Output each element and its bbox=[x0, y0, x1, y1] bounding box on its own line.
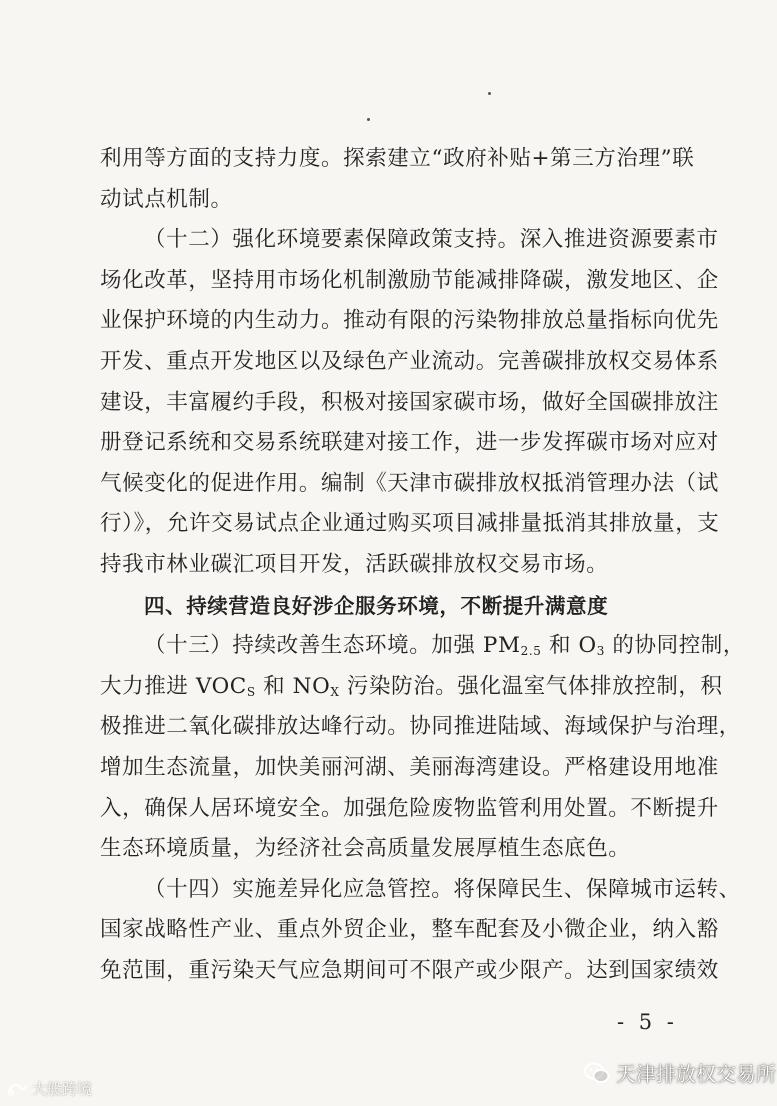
text-line: 场化改革，坚持用市场化机制激励节能减排降碳，激发地区、企 bbox=[100, 267, 719, 293]
text-line bbox=[100, 626, 746, 667]
section-heading: 四、持续营造良好涉企服务环境，不断提升满意度 bbox=[144, 593, 609, 618]
text-run: （十三）持续改善生态环境。加强 PM bbox=[144, 633, 521, 659]
wechat-watermark bbox=[584, 1058, 776, 1087]
wechat-icon bbox=[584, 1062, 610, 1084]
text-line: 生态环境质量，为经济社会高质量发展厚植生态底色。 bbox=[100, 836, 631, 862]
text-run: 和 O bbox=[541, 633, 597, 659]
subscript: X bbox=[330, 684, 340, 699]
subscript: 3 bbox=[596, 644, 605, 659]
text-run: 和 NO bbox=[255, 673, 331, 699]
subscript: S bbox=[246, 684, 256, 699]
watermark-text: 天津排放权交易所 bbox=[616, 1062, 776, 1086]
watermark-text: 大般跨境 bbox=[32, 1080, 93, 1098]
text-line: 国家战略性产业、重点外贸企业，整车配套及小微企业，纳入豁 bbox=[100, 917, 719, 943]
text-line: 开发、重点开发地区以及绿色产业流动。完善碳排放权交易体系 bbox=[100, 348, 719, 374]
text-line: 持我市林业碳汇项目开发，活跃碳排放权交易市场。 bbox=[100, 551, 609, 577]
text-line: 册登记系统和交易系统联建对接工作，进一步发挥碳市场对应对 bbox=[100, 430, 719, 456]
text-line bbox=[100, 667, 723, 708]
text-line: 增加生态流量，加快美丽河湖、美丽海湾建设。严格建设用地准 bbox=[100, 754, 719, 780]
text-line: （十二）强化环境要素保障政策支持。深入推进资源要素市 bbox=[144, 227, 719, 253]
page-number: - 5 - bbox=[617, 1010, 678, 1034]
text-run: 的协同控制， bbox=[604, 633, 746, 659]
text-line: 动试点机制。 bbox=[100, 186, 233, 212]
text-line: （十四）实施差异化应急管控。将保障民生、保障城市运转、 bbox=[144, 876, 741, 902]
text-line: 利用等方面的支持力度。探索建立“政府补贴+第三方治理”联 bbox=[100, 146, 695, 171]
text-run: 污染防治。强化温室气体排放控制，积 bbox=[339, 673, 723, 699]
scan-speck bbox=[488, 92, 491, 95]
scan-speck bbox=[367, 118, 370, 121]
text-line: 业保护环境的内生动力。推动有限的污染物排放总量指标向优先 bbox=[100, 308, 719, 334]
subscript: 2.5 bbox=[520, 644, 542, 659]
logo-icon bbox=[6, 1081, 28, 1097]
body-text bbox=[100, 139, 746, 991]
text-line: 入，确保人居环境安全。加强危险废物监管利用处置。不断提升 bbox=[100, 795, 719, 821]
text-line: 建设，丰富履约手段，积极对接国家碳市场，做好全国碳排放注 bbox=[100, 389, 719, 415]
text-line: 行）》，允许交易试点企业通过购买项目减排量抵消其排放量，支 bbox=[100, 511, 720, 537]
text-line: 极推进二氧化碳排放达峰行动。协同推进陆域、海域保护与治理， bbox=[100, 714, 741, 740]
text-run: 大力推进 VOC bbox=[100, 673, 247, 699]
text-line: 免范围，重污染天气应急期间可不限产或少限产。达到国家绩效 bbox=[100, 957, 719, 983]
text-line: 气候变化的促进作用。编制《天津市碳排放权抵消管理办法（试 bbox=[100, 470, 719, 496]
source-watermark bbox=[6, 1078, 92, 1099]
